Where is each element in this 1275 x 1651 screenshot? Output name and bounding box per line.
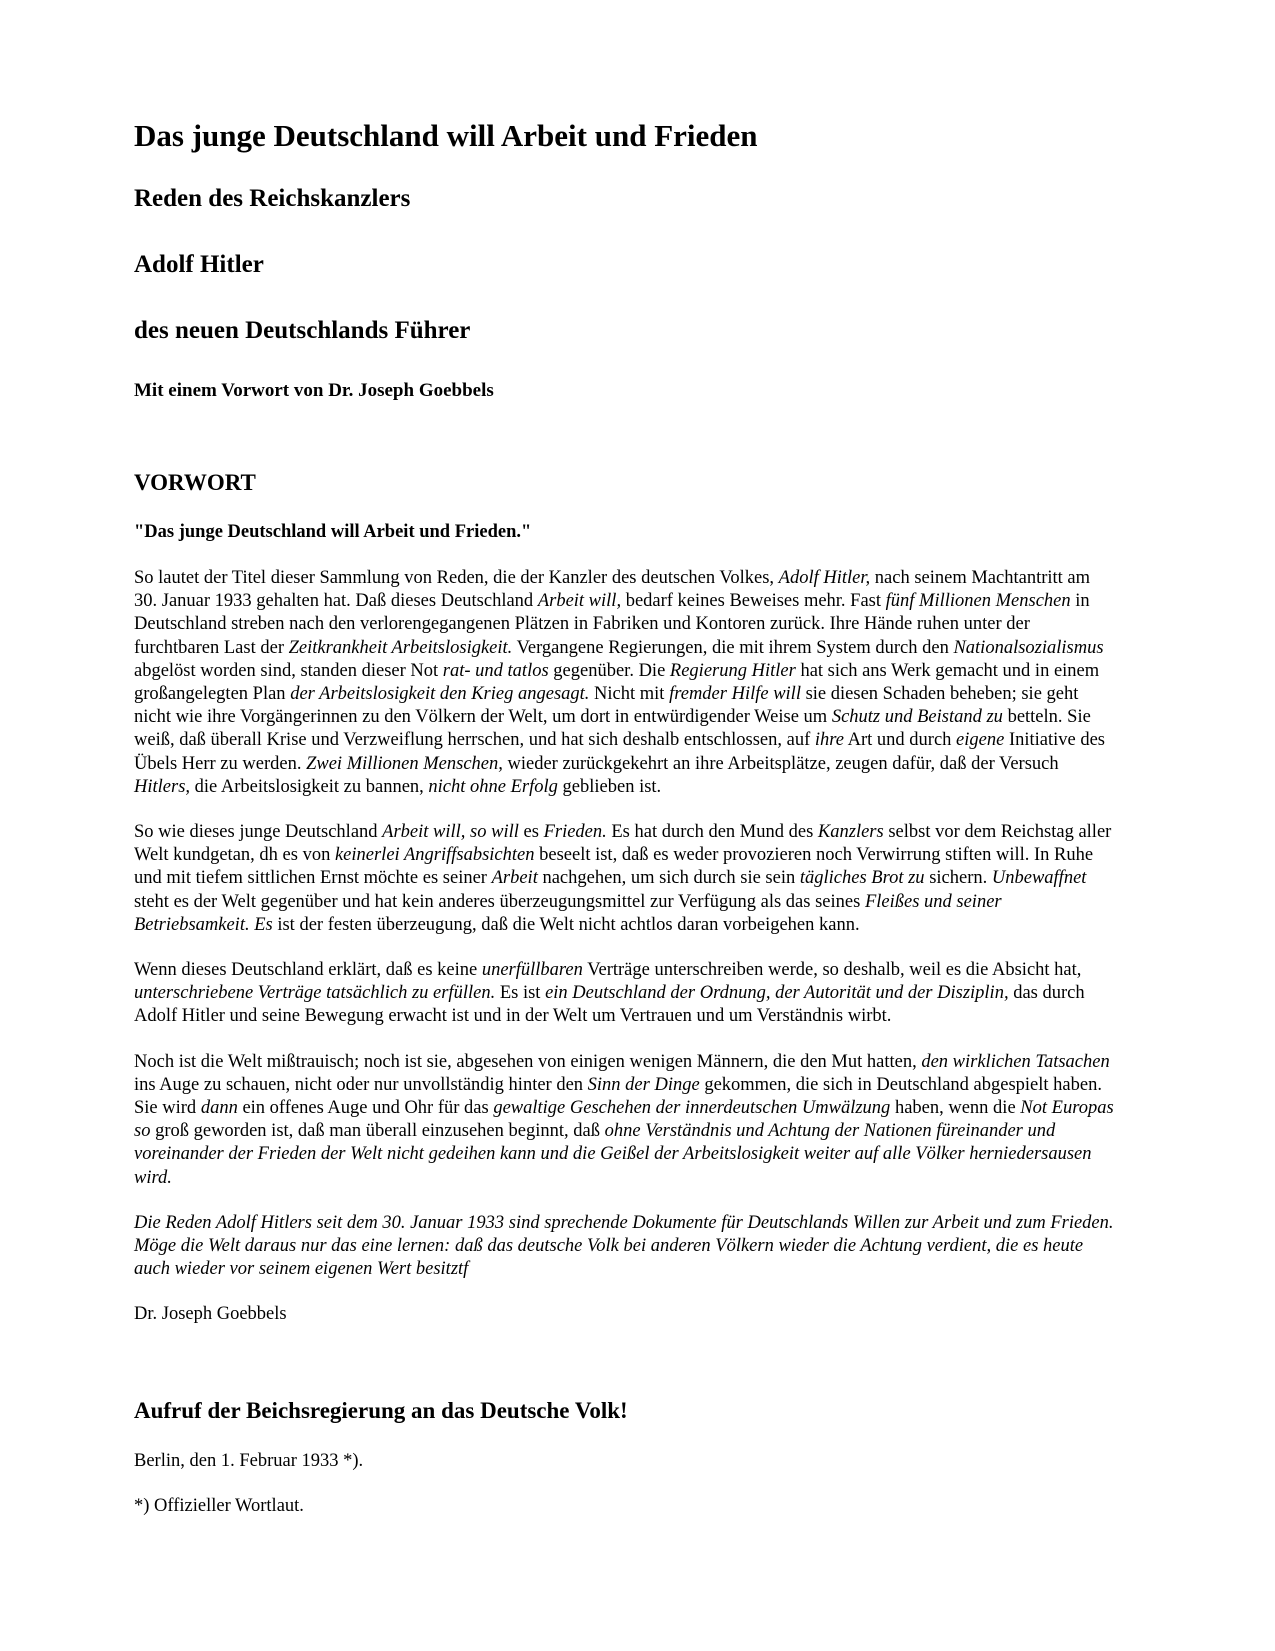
body-text: steht es der Welt gegenüber und hat kein anderes überzeugungsmittel zur Verfügung als das seines <box>134 891 865 912</box>
emphasis-text: ein Deutschland der Ordnung, der Autorität und der Disziplin, <box>545 983 1009 1004</box>
body-text: betteln. Sie weiß, daß überall Krise und Verzweiflung herrschen, und hat sich deshalb entschlossen, auf <box>134 707 1091 751</box>
emphasis-text: tägliches Brot zu <box>799 868 925 889</box>
body-text: in Deutschland streben nach den verlorengegangenen Plätzen in Fabriken und Kontoren zurück. Ihre Hände ruhen unter der furchtbaren Last der <box>134 591 1090 658</box>
body-text: Art und durch <box>844 730 957 751</box>
vorwort-paragraph-4 <box>134 1051 1115 1190</box>
emphasis-text: Fleißes und seiner Betriebsamkeit. Es <box>134 891 1002 935</box>
vorwort-paragraph-3 <box>134 959 1115 1029</box>
vorwort-closing-paragraph: Die Reden Adolf Hitlers seit dem 30. Januar 1933 sind sprechende Dokumente für Deutschlands Willen zur Arbeit und zum Frieden. Möge die Welt daraus nur das eine lernen: daß das deutsche Volk bei anderen Völkern wieder die Achtung verdient, die es heute auch wieder vor seinem eigenen Wert besitztf <box>134 1212 1114 1280</box>
emphasis-text: keinerlei Angriffsabsichten <box>334 845 535 866</box>
body-text: So wie dieses junge Deutschland <box>134 822 383 843</box>
emphasis-text: der Arbeitslosigkeit den Krieg angesagt. <box>290 684 590 705</box>
emphasis-text: rat- und tatlos <box>442 660 549 681</box>
document-subtitle-reden: Reden des Reichskanzlers <box>134 185 411 212</box>
body-text: Initiative des Übels Herr zu werden. <box>134 730 1106 774</box>
body-text: ins Auge zu schauen, nicht oder nur unvollständig hinter den <box>134 1074 588 1095</box>
body-text: es <box>518 822 544 843</box>
vorwort-heading: VORWORT <box>134 470 256 495</box>
emphasis-text: Arbeit <box>491 868 538 889</box>
body-text: Verträge unterschreiben werde, so deshalb, weil es die Absicht hat, <box>582 960 1082 981</box>
body-text: Vergangene Regierungen, die mit ihrem System durch den <box>512 637 954 658</box>
aufruf-section <box>134 1398 1115 1518</box>
emphasis-text: Frieden. <box>543 822 607 843</box>
emphasis-text: Unbewaffnet <box>991 868 1087 889</box>
body-text: gegenüber. Die <box>548 660 670 681</box>
emphasis-text: Nationalsozialismus <box>953 637 1104 658</box>
vorwort-signature: Dr. Joseph Goebbels <box>134 1304 287 1325</box>
vorwort-section <box>134 470 1115 1326</box>
emphasis-text: nicht ohne Erfolg <box>428 776 558 797</box>
document-title: Das junge Deutschland will Arbeit und Frieden <box>134 118 758 153</box>
body-text: ein offenes Auge und Ohr für das <box>237 1098 494 1119</box>
emphasis-text: unerfüllbaren <box>481 960 583 981</box>
emphasis-text: Kanzlers <box>817 822 884 843</box>
emphasis-text: den wirklichen Tatsachen <box>921 1051 1110 1072</box>
body-text: abgelöst worden sind, standen dieser Not <box>134 660 443 681</box>
emphasis-text: Arbeit will, <box>537 591 622 612</box>
emphasis-text: Regierung Hitler <box>669 660 796 681</box>
aufruf-footnote: *) Offizieller Wortlaut. <box>134 1496 304 1517</box>
aufruf-heading: Aufruf der Beichsregierung an das Deutsche Volk! <box>134 1398 628 1424</box>
emphasis-text: Adolf Hitler, <box>778 568 871 588</box>
body-text: wieder zurückgekehrt an ihre Arbeitsplätze, zeugen dafür, daß der Versuch <box>502 753 1059 774</box>
emphasis-text: eigene <box>956 730 1005 751</box>
emphasis-text: fünf Millionen Menschen <box>885 591 1071 612</box>
emphasis-text: unterschriebene Verträge tatsächlich zu erfüllen. <box>134 983 496 1004</box>
body-text: Es ist <box>495 983 546 1004</box>
document-subtitle-name: Adolf Hitler <box>134 251 264 278</box>
emphasis-text: Arbeit will, so will <box>382 822 519 843</box>
body-text: So lautet der Titel dieser Sammlung von Reden, die der Kanzler des deutschen Volkes, <box>134 568 779 588</box>
body-text: nachgehen, um sich durch sie sein <box>537 868 800 889</box>
emphasis-text: Sinn der Dinge <box>587 1074 700 1095</box>
body-text: bedarf keines Beweises mehr. Fast <box>621 591 886 612</box>
body-text: gekommen, die sich in Deutschland abgespielt haben. Sie wird <box>134 1074 1102 1119</box>
body-text: Noch ist die Welt mißtrauisch; noch ist sie, abgesehen von einigen wenigen Männern, die den Mut hatten, <box>134 1051 922 1072</box>
body-text: sie diesen Schaden beheben; sie geht nicht wie ihre Vorgängerinnen zu den Völkern der Welt, um dort in entwürdigender Weise um <box>134 684 1079 728</box>
emphasis-text: gewaltige Geschehen der innerdeutschen Umwälzung <box>493 1098 891 1119</box>
body-text: die Arbeitslosigkeit zu bannen, <box>190 776 429 797</box>
vorwort-quote-title: "Das junge Deutschland will Arbeit und Frieden." <box>134 522 532 542</box>
emphasis-text: Zeitkrankheit Arbeitslosigkeit. <box>288 637 513 658</box>
body-text: groß geworden ist, daß man überall einzusehen beginnt, daß <box>150 1121 605 1142</box>
document-subtitle-fuehrer: des neuen Deutschlands Führer <box>134 317 471 344</box>
body-text: selbst vor dem Reichstag aller Welt kundgetan, dh es von <box>134 822 1112 866</box>
body-text: ist der festen überzeugung, daß die Welt nicht achtlos daran vorbeigehen kann. <box>272 914 860 935</box>
emphasis-text: fremder Hilfe will <box>669 684 801 705</box>
emphasis-text: Not Europas so <box>134 1098 1114 1142</box>
emphasis-text: Hitlers, <box>134 776 191 797</box>
emphasis-text: ohne Verständnis und Achtung der Nationen füreinander und voreinander der Frieden der Welt nicht gedeihen kann und die Geißel der Arbeitslosigkeit weiter auf alle Völker herniedersausen wird. <box>134 1121 1092 1188</box>
document-byline: Mit einem Vorwort von Dr. Joseph Goebbels <box>134 380 494 401</box>
body-text: geblieben ist. <box>557 776 662 797</box>
body-text: Wenn dieses Deutschland erklärt, daß es keine <box>134 960 482 981</box>
emphasis-text: Zwei Millionen Menschen, <box>306 753 503 774</box>
body-text: Nicht mit <box>589 684 670 705</box>
vorwort-paragraph-2 <box>134 821 1115 937</box>
aufruf-dateline: Berlin, den 1. Februar 1933 *). <box>134 1451 364 1472</box>
body-text: hat sich ans Werk gemacht und in einem großangelegten Plan <box>134 660 1100 705</box>
emphasis-text: ihre <box>814 730 845 751</box>
body-text: Es hat durch den Mund des <box>606 822 818 843</box>
body-text: nach seinem Machtantritt am 30. Januar 1933 gehalten hat. Daß dieses Deutschland <box>134 568 1091 612</box>
body-text: das durch Adolf Hitler und seine Bewegung erwacht ist und in der Welt um Vertrauen und um Verständnis wirbt. <box>134 983 1085 1027</box>
emphasis-text: Schutz und Beistand zu <box>831 707 1003 728</box>
body-text: sichern. <box>924 868 992 889</box>
vorwort-paragraph-1 <box>134 567 1115 799</box>
emphasis-text: dann <box>200 1098 238 1119</box>
body-text: haben, wenn die <box>890 1098 1021 1119</box>
body-text: beseelt ist, daß es weder provozieren noch Verwirrung stiften will. In Ruhe und mit tiefem sittlichen Ernst möchte es seiner <box>134 845 1094 889</box>
